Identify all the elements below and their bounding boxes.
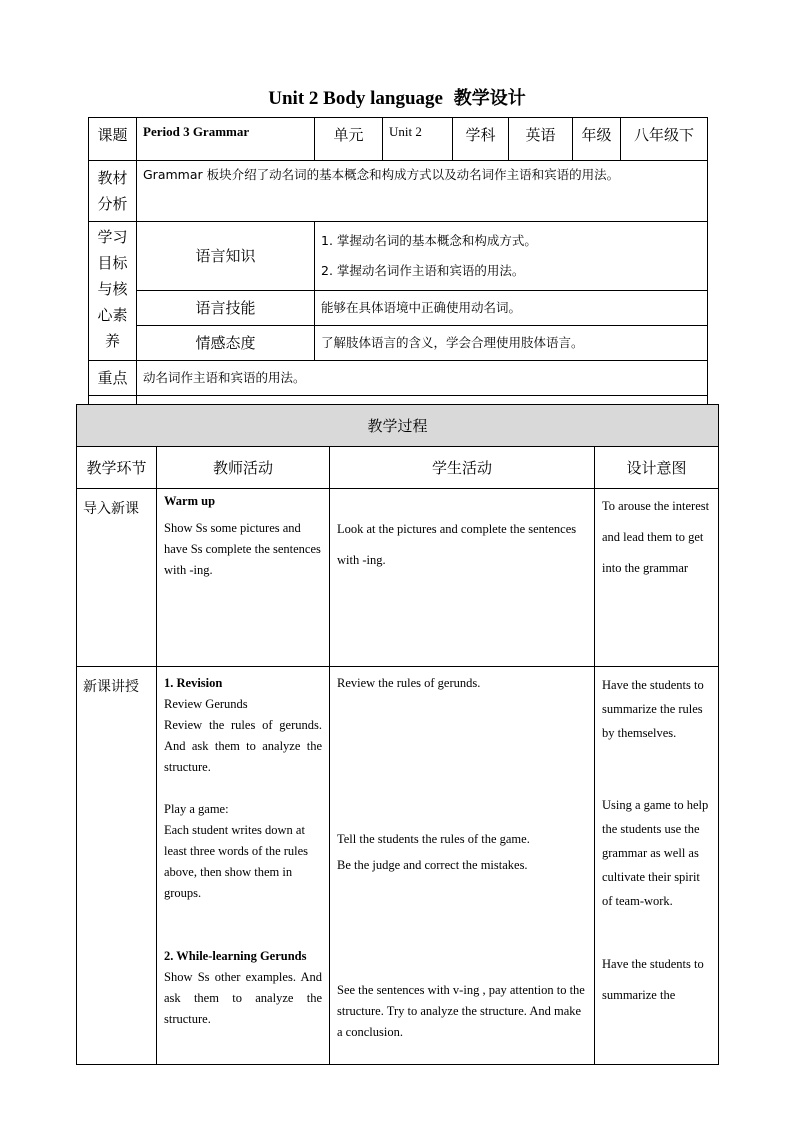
knowledge-label: 语言知识 [137, 222, 315, 291]
process-title: 教学过程 [77, 405, 719, 447]
key-point-label: 重点 [89, 361, 137, 396]
lesson-info-table [88, 117, 708, 431]
stage-new-lesson: 新课讲授 [77, 667, 157, 1065]
analysis-text: Grammar 板块介绍了动名词的基本概念和构成方式以及动名词作主语和宾语的用法。 [137, 161, 708, 222]
analysis-label: 教材分析 [89, 161, 137, 222]
subject-value: 英语 [509, 118, 573, 161]
warmup-student-text: Look at the pictures and complete the sentences with -ing. [330, 489, 595, 667]
key-point-text: 动名词作主语和宾语的用法。 [137, 361, 708, 396]
revision-subtitle: Review Gerunds [164, 697, 248, 711]
header-student: 学生活动 [330, 447, 595, 489]
warmup-teacher-text: Show Ss some pictures and have Ss complete the sentences with -ing. [164, 521, 321, 577]
warmup-title: Warm up [164, 494, 216, 508]
revision-teacher-text: Review the rules of gerunds. And ask them to analyze the structure. [164, 718, 322, 774]
warmup-intent-text: To arouse the interest and lead them to get into the grammar [595, 489, 719, 667]
header-intent: 设计意图 [595, 447, 719, 489]
grade-value: 八年级下 [621, 118, 708, 161]
subject-label: 学科 [453, 118, 509, 161]
revision-intent-text: Have the students to summarize the rules by themselves. [602, 678, 704, 740]
topic-value: Period 3 Grammar [137, 118, 315, 161]
header-stage: 教学环节 [77, 447, 157, 489]
attitude-text: 了解肢体语言的含义，学会合理使用肢体语言。 [315, 326, 708, 361]
game-title: Play a game: [164, 802, 229, 816]
game-student-text-1: Tell the students the rules of the game. [337, 832, 530, 846]
document-title-en: Unit 2 Body language [268, 88, 443, 109]
while-learning-title: 2. While-learning Gerunds [164, 949, 307, 963]
knowledge-item-2: 2. 掌握动名词作主语和宾语的用法。 [321, 263, 525, 278]
topic-label: 课题 [89, 118, 137, 161]
skills-label: 语言技能 [137, 291, 315, 326]
skills-text: 能够在具体语境中正确使用动名词。 [315, 291, 708, 326]
header-teacher: 教师活动 [157, 447, 330, 489]
stage-warmup: 导入新课 [77, 489, 157, 667]
teaching-process-table [76, 404, 719, 1065]
grade-label: 年级 [573, 118, 621, 161]
document-title [0, 84, 794, 110]
knowledge-item-1: 1. 掌握动名词的基本概念和构成方式。 [321, 233, 537, 248]
attitude-label: 情感态度 [137, 326, 315, 361]
game-teacher-text: Each student writes down at least three words of the rules above, then show them in groups. [164, 823, 309, 900]
game-student-text-2: Be the judge and correct the mistakes. [337, 858, 528, 872]
while-learning-teacher-text: Show Ss other examples. And ask them to analyze the structure. [164, 970, 322, 1026]
revision-title: 1. Revision [164, 676, 223, 690]
while-learning-intent-text: Have the students to summarize the [602, 957, 704, 1002]
unit-value: Unit 2 [383, 118, 453, 161]
while-learning-student-text: See the sentences with v-ing , pay attention to the structure. Try to analyze the structure. And make a conclusion. [337, 983, 585, 1039]
document-title-cn: 教学设计 [453, 88, 526, 109]
unit-label: 单元 [315, 118, 383, 161]
goals-label: 学习目标与核心素养 [89, 222, 137, 361]
revision-student-text: Review the rules of gerunds. [337, 676, 481, 690]
game-intent-text: Using a game to help the students use the grammar as well as cultivate their spirit of team-work. [602, 798, 709, 908]
